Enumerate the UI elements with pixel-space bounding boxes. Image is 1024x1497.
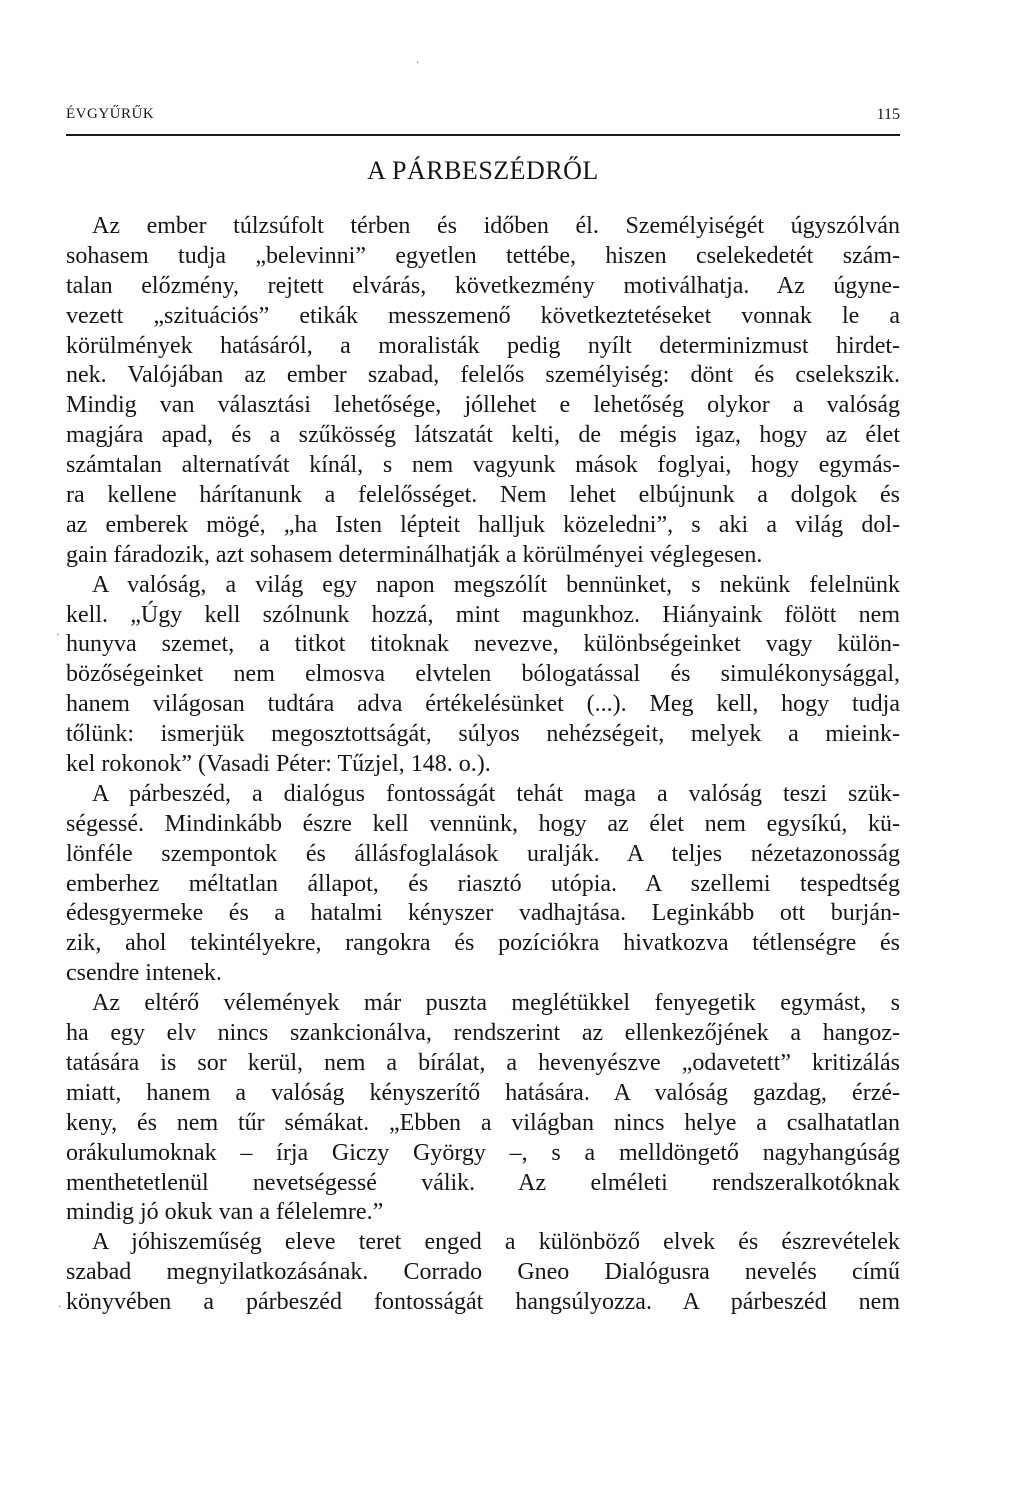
text-line: magjára apad, és a szűkösség látszatát kelti, de mégis igaz, hogy az élet <box>66 422 900 449</box>
text-line: hanem világosan tudtára adva értékelésünket (...). Meg kell, hogy tudja <box>66 691 900 718</box>
text-line: könyvében a párbeszéd fontosságát hangsúlyozza. A párbeszéd nem <box>66 1289 900 1316</box>
text-line: bözőségeinket nem elmosva elvtelen bólogatással és simulékonysággal, <box>66 661 900 688</box>
text-line: talan előzmény, rejtett elvárás, következmény motiválhatja. Az úgyne- <box>66 272 900 299</box>
text-line: kell. „Úgy kell szólnunk hozzá, mint magunkhoz. Hiányaink fölött nem <box>66 601 900 628</box>
text-line: ha egy elv nincs szankcionálva, rendszerint az ellenkezőjének a hangoz- <box>66 1020 900 1047</box>
text-line: sohasem tudja „belevinni” egyetlen tettébe, hiszen cselekedetét szám- <box>66 242 900 269</box>
text-line: A párbeszéd, a dialógus fontosságát tehát maga a valóság teszi szük- <box>92 780 900 807</box>
text-line: vezett „szituációs” etikák messzemenő következtetéseket vonnak le a <box>66 302 900 329</box>
chapter-title: A PÁRBESZÉDRŐL <box>367 156 599 185</box>
page-header <box>66 104 900 136</box>
text-line: Az ember túlzsúfolt térben és időben él. Személyiségét úgyszólván <box>92 213 900 239</box>
text-line: A jóhiszeműség eleve teret enged a különböző elvek és észrevételek <box>92 1229 900 1256</box>
text-line: ra kellene hárítanunk a felelősséget. Nem lehet elbújnunk a dolgok és <box>66 482 900 509</box>
page-number: 115 <box>876 106 900 123</box>
text-line: lönféle szempontok és állásfoglalások uralják. A teljes nézetazonosság <box>66 840 900 867</box>
running-head: ÉVGYŰRŰK <box>66 106 155 122</box>
text-line: miatt, hanem a valóság kényszerítő hatására. A valóság gazdag, érzé- <box>66 1079 900 1106</box>
text-line: számtalan alternatívát kínál, s nem vagyunk mások foglyai, hogy egymás- <box>66 452 900 479</box>
text-line: A valóság, a világ egy napon megszólít bennünket, s nekünk felelnünk <box>92 571 900 598</box>
text-line: keny, és nem tűr sémákat. „Ebben a világban nincs helye a csalhatatlan <box>66 1109 900 1136</box>
text-line: mindig jó okuk van a félelemre.” <box>66 1199 384 1226</box>
text-line: tatására is sor kerül, nem a bírálat, a hevenyészve „odavetett” kritizálás <box>66 1049 900 1076</box>
text-line: ségessé. Mindinkább észre kell vennünk, hogy az élet nem egysíkú, kü- <box>66 810 900 837</box>
text-line: emberhez méltatlan állapot, és riasztó utópia. A szellemi tespedtség <box>66 870 900 897</box>
print-speck: · <box>56 630 60 641</box>
text-line: édesgyermeke és a hatalmi kényszer vadhajtása. Leginkább ott burján- <box>66 900 900 927</box>
print-speck: · <box>416 58 420 69</box>
body-text <box>66 212 900 1318</box>
text-line: az emberek mögé, „ha Isten lépteit halljuk közeledni”, s aki a világ dol- <box>66 511 900 538</box>
text-line: zik, ahol tekintélyekre, rangokra és pozíciókra hivatkozva tétlenségre és <box>66 930 900 957</box>
text-line: csendre intenek. <box>66 960 222 987</box>
text-line: menthetetlenül nevetségessé válik. Az elméleti rendszeralkotóknak <box>66 1169 900 1196</box>
text-line: kel rokonok” (Vasadi Péter: Tűzjel, 148. o.). <box>66 751 491 778</box>
text-line: Az eltérő vélemények már puszta meglétükkel fenyegetik egymást, s <box>92 990 900 1017</box>
text-line: gain fáradozik, azt sohasem determinálhatják a körülményei véglegesen. <box>66 541 763 568</box>
book-page <box>66 0 900 1497</box>
text-line: orákulumoknak – írja Giczy György –, s a melldöngető nagyhangúság <box>66 1139 900 1166</box>
print-speck: · <box>58 1302 62 1313</box>
text-line: szabad megnyilatkozásának. Corrado Gneo Dialógusra nevelés című <box>66 1259 900 1286</box>
text-line: hunyva szemet, a titkot titoknak nevezve, különbségeinket vagy külön- <box>66 631 900 658</box>
text-line: Mindig van választási lehetősége, jóllehet e lehetőség olykor a valóság <box>66 392 900 419</box>
text-line: nek. Valójában az ember szabad, felelős személyiség: dönt és cselekszik. <box>66 362 900 389</box>
text-line: tőlünk: ismerjük megosztottságát, súlyos nehézségeit, melyek a mieink- <box>66 721 900 748</box>
text-line: körülmények hatásáról, a moralisták pedig nyílt determinizmust hirdet- <box>66 332 900 359</box>
